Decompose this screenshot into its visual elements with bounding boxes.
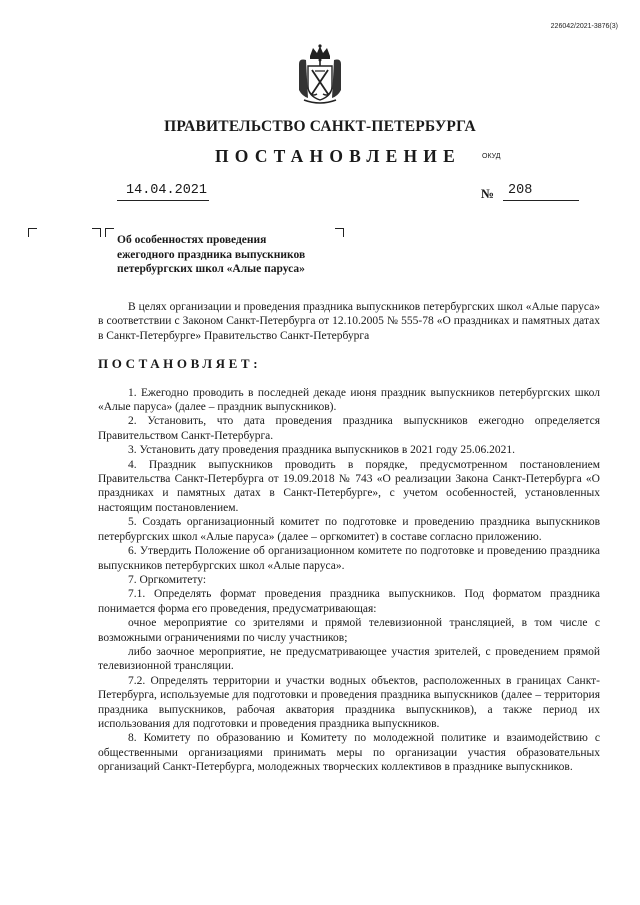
coat-of-arms-icon bbox=[296, 44, 344, 106]
paragraph-7-2: 7.2. Определять территории и участки водных объектов, расположенных в границах Санкт-Петербурга, используемые для подготовки и проведения праздника выпускников (далее – территория праздника выпускников, рабочая акватория праздника выпускников), а также период их использования для подготовки и проведения праздника выпускников. bbox=[98, 674, 600, 730]
decree-date: 14.04.2021 bbox=[126, 183, 208, 198]
paragraph-5: 5. Создать организационный комитет по подготовке и проведению праздника выпускников петербургских школ «Алые паруса» (далее – оргкомитет) в составе согласно приложению. bbox=[98, 516, 600, 543]
date-underline bbox=[117, 200, 209, 201]
paragraph-1: 1. Ежегодно проводить в последней декаде июня праздник выпускников петербургских школ «Алые паруса» (далее – праздник выпускников). bbox=[98, 386, 600, 414]
number-underline bbox=[503, 200, 579, 201]
decree-subject bbox=[117, 233, 367, 277]
bracket-corner bbox=[92, 228, 101, 237]
paragraph-6: 6. Утвердить Положение об организационном комитете по подготовке и проведению праздника выпускников петербургских школ «Алые паруса». bbox=[98, 545, 600, 572]
paragraph-3: 3. Установить дату проведения праздника выпускников в 2021 году 25.06.2021. bbox=[128, 444, 515, 457]
paragraph-7: 7. Оргкомитету: bbox=[128, 573, 207, 586]
decree-title: ПОСТАНОВЛЕНИЕ bbox=[215, 146, 461, 166]
paragraph-2: 2. Установить, что дата проведения праздника выпускников ежегодно определяется Правительством Санкт-Петербурга. bbox=[98, 415, 600, 442]
preamble: В целях организации и проведения праздника выпускников петербургских школ «Алые паруса» в соответствии с Законом Санкт-Петербурга от 12.10.2005 № 555-78 «О праздниках и памятных датах в Санкт-Петербурге» Правительство Санкт-Петербурга bbox=[98, 301, 600, 342]
okud-label: ОКУД bbox=[482, 153, 501, 160]
subject-line: Об особенностях проведения bbox=[117, 234, 267, 246]
paragraph-4: 4. Праздник выпускников проводить в порядке, предусмотренном постановлением Правительства Санкт-Петербурга от 19.09.2018 № 743 «О реализации Закона Санкт-Петербурга «О праздниках и памятных датах в Санкт-Петербурге», с учетом особенностей, установленных настоящим постановлением. bbox=[98, 458, 600, 514]
paragraph-7-1: 7.1. Определять формат проведения праздника выпускников. Под форматом праздника понимается форма его проведения, предусматривающая: bbox=[98, 588, 600, 615]
subject-line: ежегодного праздника выпускников bbox=[117, 248, 306, 261]
number-label: № bbox=[481, 186, 495, 201]
document-id: 226042/2021-3876(3) bbox=[550, 23, 618, 30]
subject-line: петербургских школ «Алые паруса» bbox=[117, 263, 305, 275]
paragraph-7-1-option-a: очное мероприятие со зрителями и прямой телевизионной трансляцией, в том числе с возможными ограничениями по числу участников; bbox=[98, 617, 600, 644]
paragraph-8: 8. Комитету по образованию и Комитету по молодежной политике и взаимодействию с общественными организациями принимать меры по организации участия образовательных организаций Санкт-Петербурга, молодежных творческих коллективов в празднике выпускников. bbox=[98, 732, 600, 774]
bracket-corner bbox=[105, 228, 114, 237]
government-title: ПРАВИТЕЛЬСТВО САНКТ-ПЕТЕРБУРГА bbox=[164, 118, 476, 135]
resolves-heading: ПОСТАНОВЛЯЕТ: bbox=[98, 356, 262, 372]
paragraph-7-1-option-b: либо заочное мероприятие, не предусматривающее участия зрителей, с проведением прямой телевизионной трансляции. bbox=[98, 645, 600, 673]
decree-number: 208 bbox=[508, 183, 533, 198]
decree-body bbox=[98, 300, 600, 775]
bracket-corner-left bbox=[28, 228, 37, 237]
